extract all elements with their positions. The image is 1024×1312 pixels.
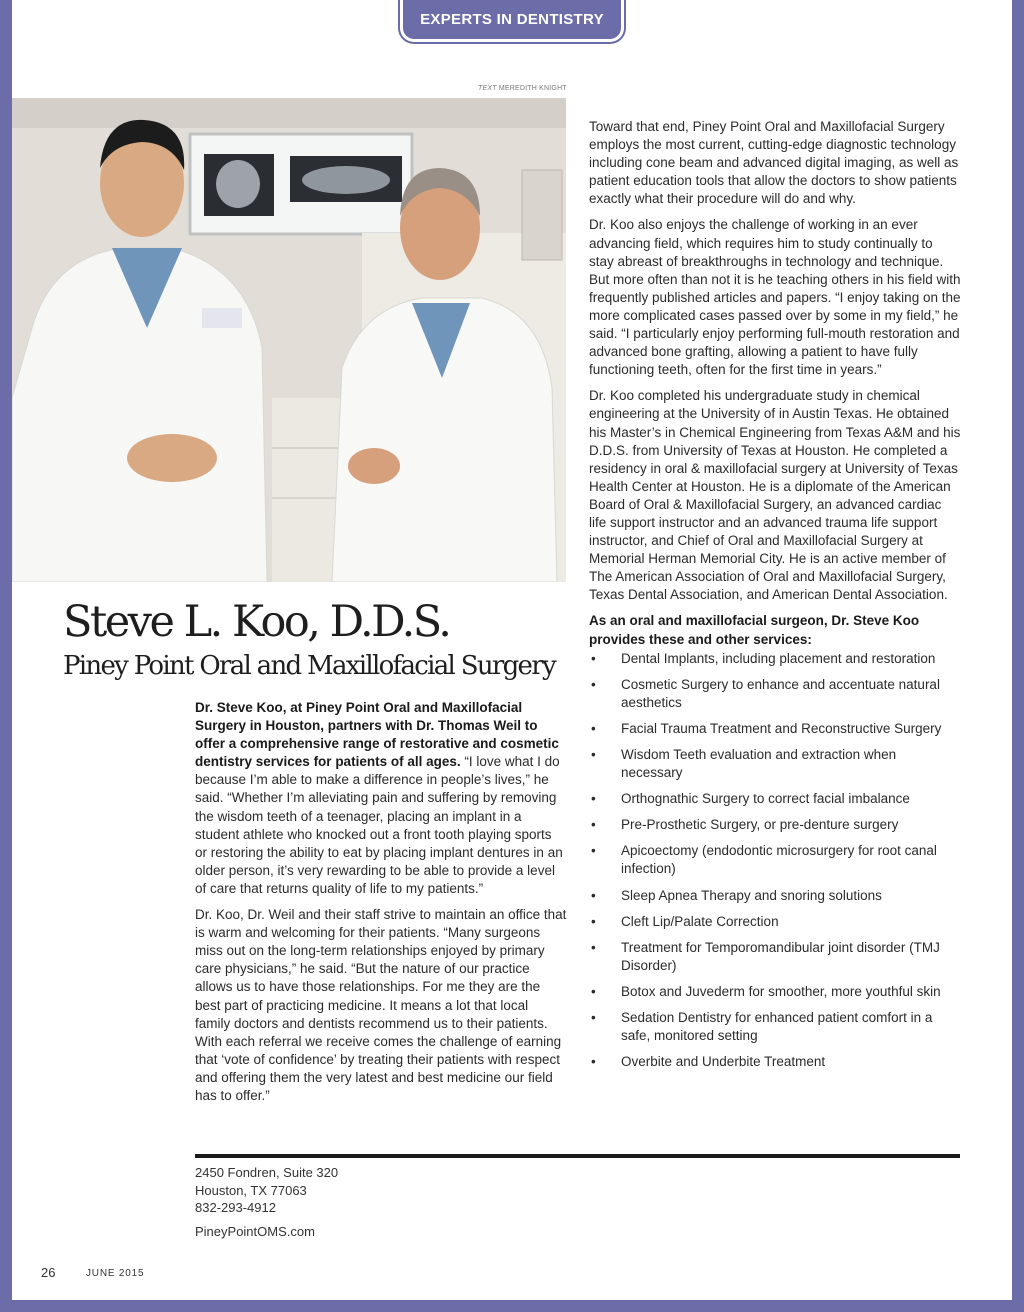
service-item: • Overbite and Underbite Treatment <box>589 1053 961 1071</box>
body-paragraph: Dr. Koo also enjoys the challenge of working in an ever advancing field, which requires him to study continually to stay abreast of breakthroughs in technology and technique. But more often than not it is he teaching others in his field with frequently published articles and papers. “I enjoy taking on the more complicated cases passed over by some in my field,” he said. “I particularly enjoy performing full-mouth restoration and advanced bone grafting, allowing a patient to have fully functioning teeth, often for the first time in years.” <box>589 217 961 378</box>
doctors-illustration <box>12 98 566 582</box>
byline-prefix: TEXT <box>478 85 497 92</box>
service-item: • Facial Trauma Treatment and Reconstructive Surgery <box>589 720 961 738</box>
byline-author: MEREDITH KNIGHT <box>498 85 567 92</box>
body-paragraph: Toward that end, Piney Point Oral and Maxillofacial Surgery employs the most current, cutting-edge diagnostic technology including cone beam and advanced digital imaging, as well as patient education tools that allow the doctors to show patients exactly what their procedure will do and why. <box>589 119 959 207</box>
service-item: • Botox and Juvederm for smoother, more youthful skin <box>589 983 961 1001</box>
lead-text: Dr. Steve Koo, at Piney Point Oral and Maxillofacial Surgery in Houston, partners with Dr. Thomas Weil to offer a comprehensive range of restorative and cosmetic dentistry services for patients of all ages. <box>195 700 559 770</box>
service-item: • Apicoectomy (endodontic microsurgery for root canal infection) <box>589 842 961 878</box>
service-item: • Cosmetic Surgery to enhance and accentuate natural aesthetics <box>589 676 961 712</box>
body-paragraph: Dr. Koo completed his undergraduate study in chemical engineering at the University of in Austin Texas. He obtained his Master’s in Chemical Engineering from Texas A&M and his D.D.S. from University of Texas at Houston. He completed a residency in oral & maxillofacial surgery at University of Texas Health Center at Houston. He is a diplomate of the American Board of Oral & Maxillofacial Surgery, an advanced cardiac life support instructor and an advanced trauma life support instructor, and Chief of Oral and Maxillofacial Surgery at Memorial Herman Memorial City. He is an active member of The American Association of Oral and Maxillofacial Surgery, Texas Dental Association, and American Dental Association. <box>589 388 961 603</box>
service-item: • Orthognathic Surgery to correct facial imbalance <box>589 790 961 808</box>
byline <box>478 85 567 92</box>
practice-name: Piney Point Oral and Maxillofacial Surgery <box>63 651 555 681</box>
doctors-photo <box>12 98 566 582</box>
section-tab <box>400 0 624 42</box>
service-item: • Sedation Dentistry for enhanced patient comfort in a safe, monitored setting <box>589 1009 961 1045</box>
services-list <box>589 650 961 1072</box>
left-column <box>195 699 567 1113</box>
address-line-2: Houston, TX 77063 <box>195 1182 307 1198</box>
issue-date: JUNE 2015 <box>86 1268 145 1279</box>
lead-paragraph <box>195 699 567 898</box>
service-item: • Pre-Prosthetic Surgery, or pre-denture surgery <box>589 816 961 834</box>
service-item: • Cleft Lip/Palate Correction <box>589 913 961 931</box>
doctor-name: Steve L. Koo, D.D.S. <box>63 597 450 647</box>
service-item: • Dental Implants, including placement and restoration <box>589 650 961 668</box>
body-paragraph: Dr. Koo, Dr. Weil and their staff strive to maintain an office that is warm and welcoming for their patients. “Many surgeons miss out on the long-term relationships enjoyed by primary care physicians,” he said. “But the nature of our practice allows us to have those relationships. For me they are the best part of practicing medicine. It means a lot that local family doctors and dentists recommend us to their patients. With each referral we receive comes the challenge of earning that ‘vote of confidence’ by treating their patients with respect and offering them the very latest and best medicine our field has to offer.” <box>195 907 567 1103</box>
quote-paragraph: “I love what I do because I’m able to make a difference in people’s lives,” he said. “Whether I’m alleviating pain and suffering by removing the wisdom teeth of a teenager, placing an implant in a student athlete who knocked out a front tooth playing sports or restoring the ability to eat by placing implant dentures in an older person, it’s very rewarding to be able to provide a level of care that returns quality of life to my patients.” <box>195 754 563 896</box>
phone-number: 832-293-4912 <box>195 1200 276 1215</box>
divider-rule <box>195 1154 960 1158</box>
services-heading: As an oral and maxillofacial surgeon, Dr. Steve Koo provides these and other services: <box>589 613 920 647</box>
service-item: • Sleep Apnea Therapy and snoring solutions <box>589 887 961 905</box>
right-column <box>589 118 961 1079</box>
website-link[interactable]: PineyPointOMS.com <box>195 1224 315 1239</box>
address-line-1: 2450 Fondren, Suite 320 <box>195 1165 339 1180</box>
service-item: • Wisdom Teeth evaluation and extraction when necessary <box>589 746 961 782</box>
contact-block <box>195 1164 338 1217</box>
page-number: 26 <box>41 1265 56 1280</box>
section-tab-label: EXPERTS IN DENTISTRY <box>420 11 604 28</box>
service-item: • Treatment for Temporomandibular joint disorder (TMJ Disorder) <box>589 939 961 975</box>
headline <box>63 596 583 684</box>
